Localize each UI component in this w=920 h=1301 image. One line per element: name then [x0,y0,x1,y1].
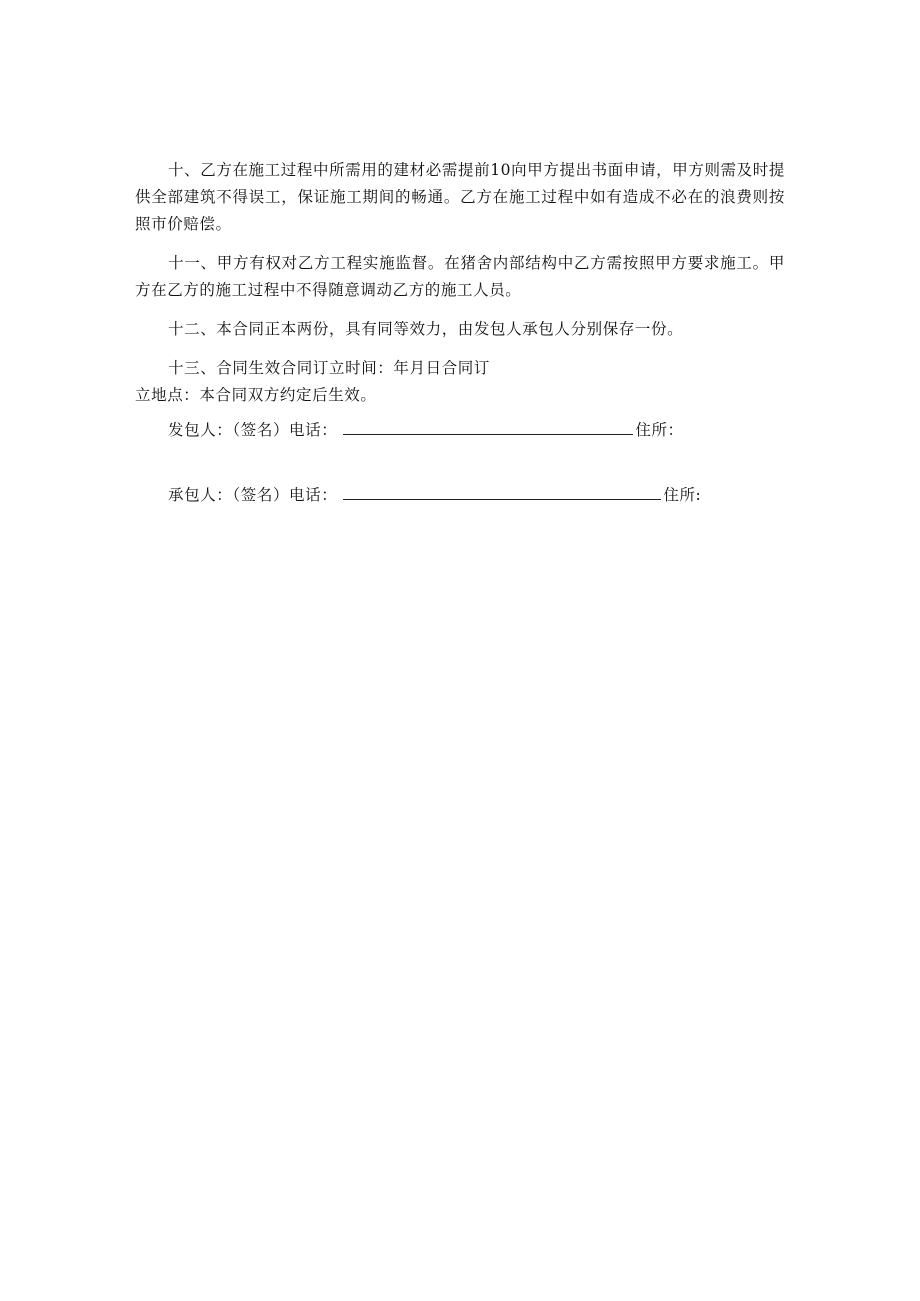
clause-11: 十一、甲方有权对乙方工程实施监督。在猪舍内部结构中乙方需按照甲方要求施工。甲方在乙方的施工过程中不得随意调动乙方的施工人员。 [135,254,785,299]
clause-12: 十二、本合同正本两份，具有同等效力，由发包人承包人分别保存一份。 [168,320,684,338]
employer-phone-blank [343,420,633,435]
contractor-phone-blank [343,485,661,500]
contract-body [135,157,785,415]
contractor-address-label: 住所: [663,486,702,504]
contractor-signature-label: 承包人：（签名）电话： [168,486,338,504]
employer-signature-label: 发包人：（签名）电话： [168,421,338,439]
clause-13-line-1: 十三、合同生效合同订立时间：年月日合同订 [168,359,491,377]
clause-10: 十、乙方在施工过程中所需用的建材必需提前10向甲方提出书面申请，甲方则需及时提供全部建筑不得误工，保证施工期间的畅通。乙方在施工过程中如有造成不必在的浪费则按照市价赔偿。 [135,161,785,233]
employer-signature-line [168,418,684,440]
employer-address-label: 住所： [635,421,684,439]
clause-13-line-2: 立地点：本合同双方约定后生效。 [135,386,377,404]
contractor-signature-line [168,483,701,505]
clause-13 [135,355,785,409]
